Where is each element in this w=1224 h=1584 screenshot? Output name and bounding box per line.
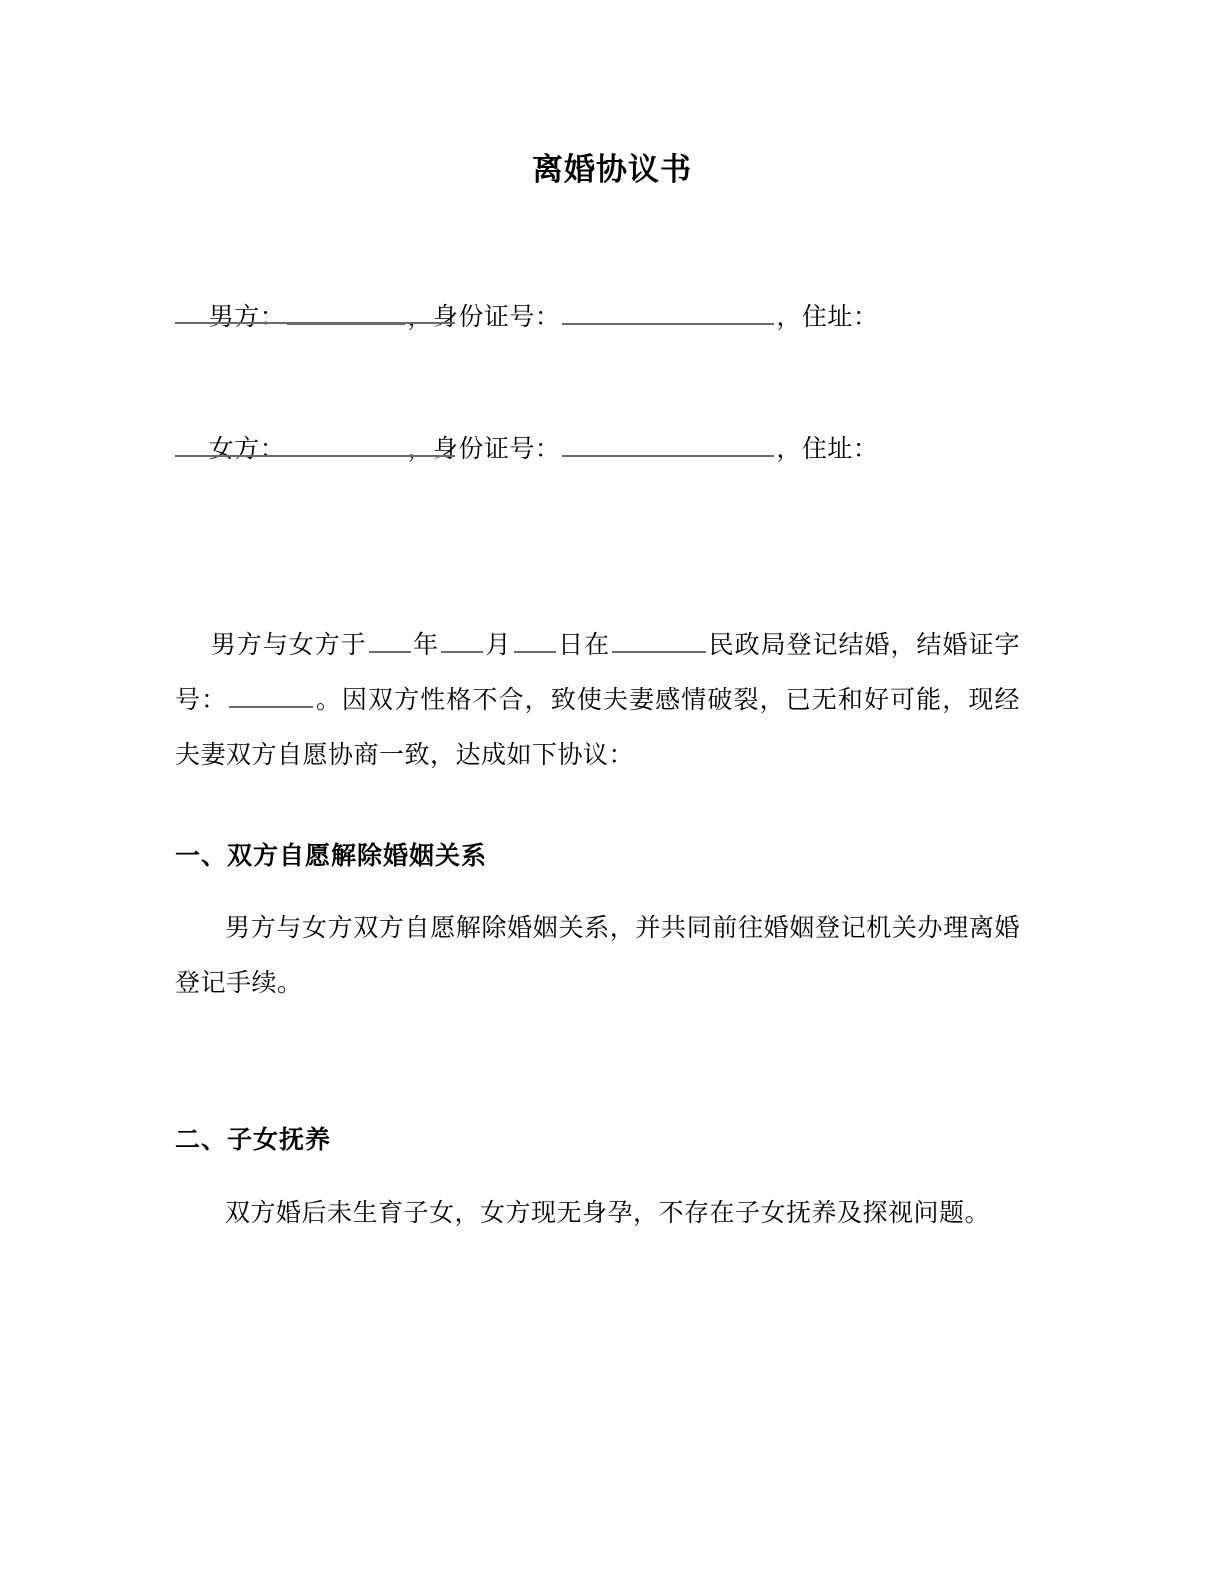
section-two-heading: 二、子女抚养 <box>175 1125 332 1154</box>
day-label: 日在 <box>557 630 611 659</box>
party-female-address-blank[interactable] <box>175 455 455 457</box>
party-female-line <box>175 366 1020 531</box>
civil-affairs-bureau-blank[interactable] <box>612 625 706 653</box>
preamble-intro-text: 男方与女方于 <box>210 630 367 659</box>
preamble-tail-text: 。因双方性格不合，致使夫妻感情破裂，已无和好可能，现经夫妻双方自愿协商一致，达成如下协议： <box>175 685 1020 769</box>
party-male-id-blank[interactable] <box>562 297 774 325</box>
party-female-role-label: 女方： <box>208 434 286 463</box>
party-male-id-label: ，身份证号： <box>407 302 561 331</box>
party-male-role-label: 男方： <box>208 302 286 331</box>
month-label: 月 <box>485 630 512 659</box>
party-female-id-label: ，身份证号： <box>407 434 561 463</box>
party-male-address-label: ，住址： <box>776 302 879 331</box>
year-label: 年 <box>412 630 440 659</box>
marriage-day-blank[interactable] <box>514 625 556 653</box>
party-female-name-blank[interactable] <box>287 429 405 457</box>
preamble-paragraph <box>175 562 1020 837</box>
section-one-body: 男方与女方双方自愿解除婚姻关系，并共同前往婚姻登记机关办理离婚登记手续。 <box>175 913 1020 997</box>
page-title: 离婚协议书 <box>532 152 692 188</box>
party-female-address-label: ，住址： <box>776 434 879 463</box>
marriage-year-blank[interactable] <box>369 625 411 653</box>
party-male-address-blank[interactable] <box>175 322 455 324</box>
section-one-heading: 一、双方自愿解除婚姻关系 <box>175 841 488 870</box>
party-female-id-blank[interactable] <box>562 429 774 457</box>
marriage-month-blank[interactable] <box>441 625 483 653</box>
section-two-body: 双方婚后未生育子女，女方现无身孕，不存在子女抚养及探视问题。 <box>225 1198 991 1227</box>
bureau-and-cert-label: 民政局登记结婚，结婚证字号： <box>175 630 1020 714</box>
marriage-certificate-number-blank[interactable] <box>229 680 313 708</box>
party-male-name-blank[interactable] <box>287 297 405 325</box>
